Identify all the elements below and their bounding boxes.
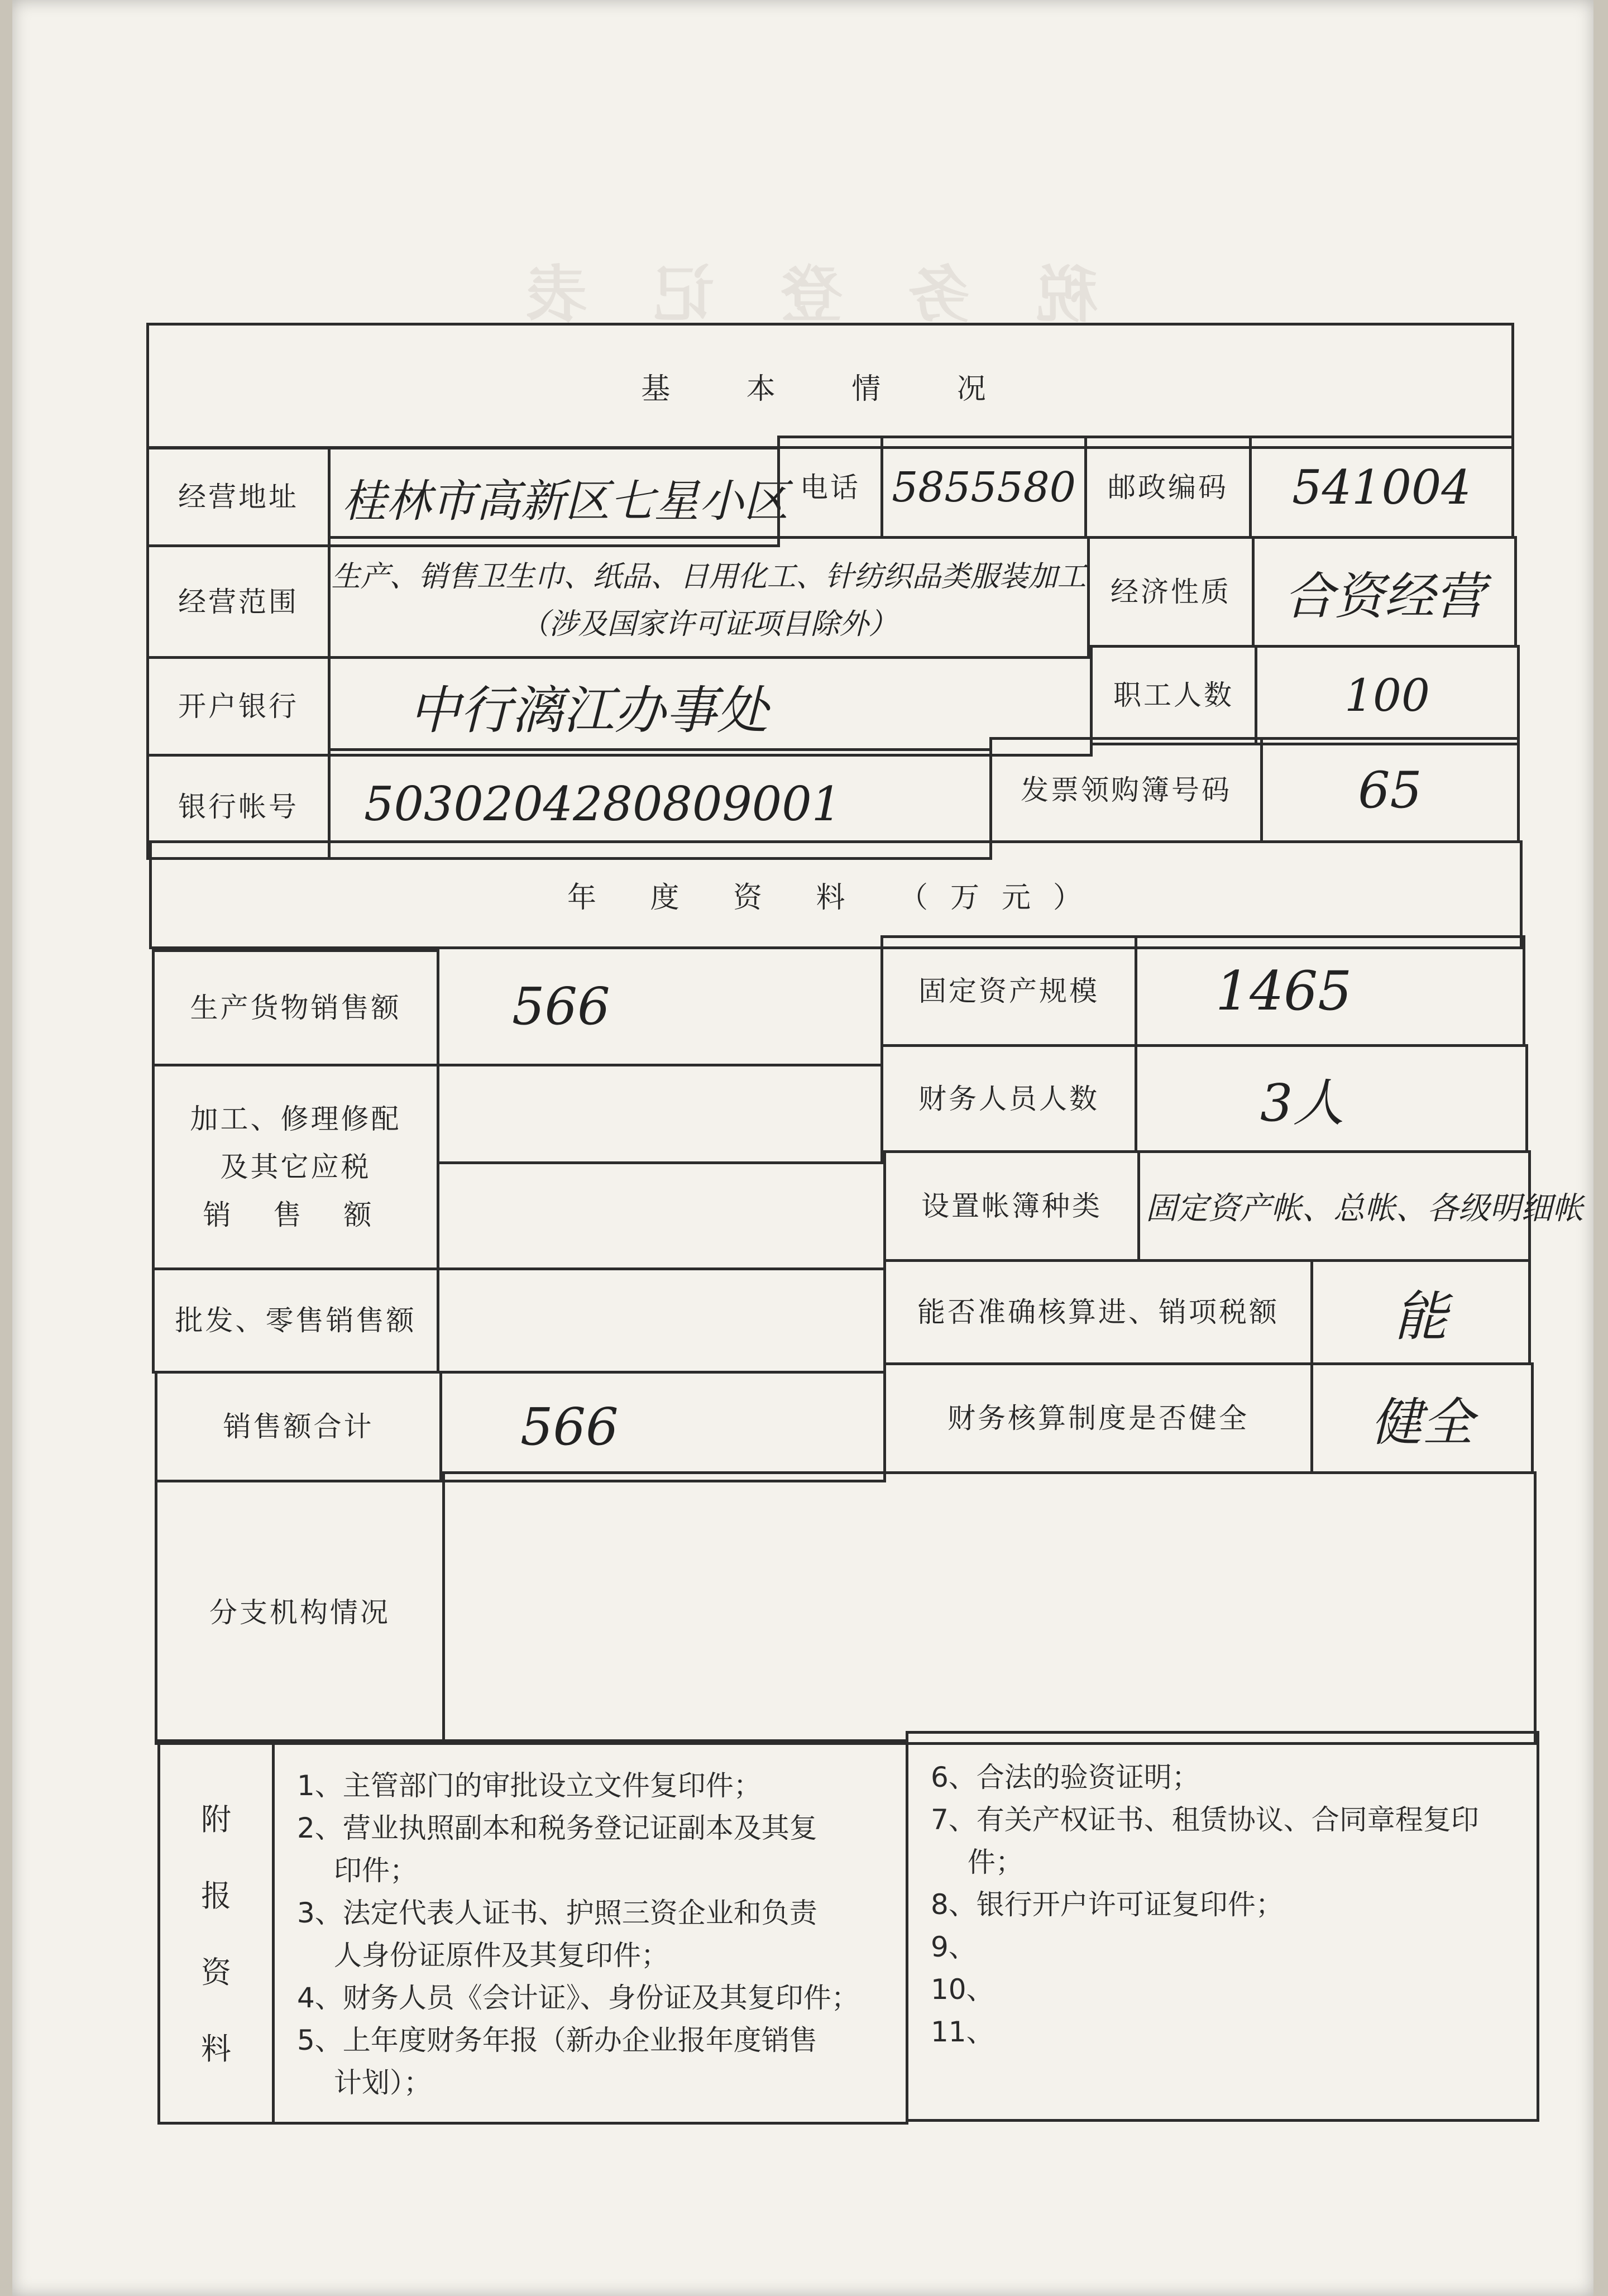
section-basic-header xyxy=(146,323,1514,449)
scope-value-line2: （涉及国家许可证项目除外） xyxy=(520,608,898,641)
processing-value-cell-bottom xyxy=(437,1161,886,1270)
accounting-label-cell xyxy=(883,1362,1313,1474)
finance-staff-value-cell xyxy=(1135,1044,1528,1153)
processing-label-cell xyxy=(152,1064,439,1270)
total-value: 566 xyxy=(520,1396,619,1457)
branch-value-cell xyxy=(442,1471,1537,1745)
nature-value-cell xyxy=(1252,536,1517,648)
scope-value-line1: 生产、销售卫生巾、纸品、日用化工、针纺织品类服装加工 xyxy=(331,560,1087,594)
postcode-value-cell xyxy=(1249,436,1514,539)
tax-calc-value: 能 xyxy=(1394,1285,1448,1348)
accounting-label: 财务核算制度是否健全 xyxy=(947,1402,1249,1434)
fixed-assets-value-cell xyxy=(1135,935,1525,1047)
attachment-item: 2、营业执照副本和税务登记证副本及其复 xyxy=(297,1812,817,1844)
fixed-assets-value: 1465 xyxy=(1215,960,1352,1022)
production-sales-value-cell xyxy=(437,946,883,1066)
bank-value-cell xyxy=(328,656,1093,757)
attachments-right-list xyxy=(906,1731,1539,2122)
finance-staff-label-cell xyxy=(880,1044,1137,1153)
attachment-item: 人身份证原件及其复印件； xyxy=(297,1939,669,1972)
tax-calc-label: 能否准确核算进、销项税额 xyxy=(917,1296,1279,1328)
ledger-value: 固定资产帐、总帐、各级明细帐 xyxy=(1146,1190,1583,1227)
finance-staff-label: 财务人员人数 xyxy=(918,1082,1099,1115)
bank-label-cell xyxy=(146,656,331,757)
phone-label-cell xyxy=(777,436,883,539)
nature-value: 合资经营 xyxy=(1284,567,1485,626)
invoice-label-cell xyxy=(989,737,1263,843)
finance-staff-value: 3人 xyxy=(1260,1073,1344,1133)
section-annual-title: 年 度 资 料 （万元） xyxy=(567,881,1105,915)
attachments-title-char-2: 报 xyxy=(201,1878,231,1914)
attachment-item: 1、主管部门的审批设立文件复印件； xyxy=(297,1769,762,1802)
bank-label: 开户银行 xyxy=(178,690,299,723)
attachment-item: 3、法定代表人证书、护照三资企业和负责 xyxy=(297,1897,817,1929)
wholesale-label-cell xyxy=(152,1267,439,1374)
address-value-cell xyxy=(328,447,788,547)
tax-calc-label-cell xyxy=(883,1259,1313,1365)
attachment-item: 9、 xyxy=(931,1931,977,1963)
wholesale-label: 批发、零售销售额 xyxy=(175,1304,417,1337)
staff-label: 职工人数 xyxy=(1113,679,1234,711)
staff-value: 100 xyxy=(1344,669,1430,721)
scope-label: 经营范围 xyxy=(178,585,299,618)
fixed-assets-label-cell xyxy=(880,935,1137,1047)
bleed-through-text: 税 务 登 记 表 xyxy=(504,259,1098,331)
wholesale-value-cell xyxy=(437,1267,886,1374)
bank-value: 中行漓江办事处 xyxy=(409,681,769,740)
staff-value-cell xyxy=(1255,645,1520,745)
address-value: 桂林市高新区七星小区 xyxy=(342,475,788,527)
phone-label: 电话 xyxy=(800,471,860,504)
fixed-assets-label: 固定资产规模 xyxy=(918,975,1099,1007)
invoice-value-cell xyxy=(1260,737,1520,843)
total-value-cell xyxy=(439,1371,886,1482)
scope-label-cell xyxy=(146,544,331,659)
processing-value-cell-top xyxy=(437,1064,883,1164)
address-label-cell xyxy=(146,447,331,547)
total-label-cell xyxy=(155,1371,442,1482)
section-annual-header xyxy=(149,840,1523,949)
invoice-label: 发票领购簿号码 xyxy=(1021,774,1232,806)
branch-label: 分支机构情况 xyxy=(209,1596,390,1629)
attachments-left-list xyxy=(272,1739,908,2125)
attachment-item: 5、上年度财务年报（新办企业报年度销售 xyxy=(297,2024,817,2056)
total-label: 销售额合计 xyxy=(223,1410,374,1443)
scope-value-cell xyxy=(328,536,1090,659)
account-label: 银行帐号 xyxy=(178,791,299,823)
phone-value-cell xyxy=(880,436,1087,539)
form-paper xyxy=(12,0,1593,2296)
staff-label-cell xyxy=(1090,645,1257,745)
attachment-item: 11、 xyxy=(931,2016,994,2048)
attachment-item: 7、有关产权证书、租赁协议、合同章程复印 xyxy=(931,1804,1479,1836)
attachment-item: 件； xyxy=(931,1846,1023,1878)
address-label: 经营地址 xyxy=(178,481,299,513)
section-basic-title: 基 本 情 况 xyxy=(641,372,1020,406)
attachments-title-char-3: 资 xyxy=(201,1955,231,1990)
attachment-item: 4、财务人员《会计证》、身份证及其复印件； xyxy=(297,1982,859,2014)
attachment-item: 6、合法的验资证明； xyxy=(931,1761,1200,1793)
attachments-title-char-1: 附 xyxy=(201,1802,231,1837)
attachment-item: 印件； xyxy=(297,1854,418,1887)
attachments-title-cell xyxy=(157,1739,275,2125)
ledger-label: 设置帐簿种类 xyxy=(921,1190,1102,1222)
accounting-value-cell xyxy=(1310,1362,1534,1474)
ledger-label-cell xyxy=(883,1150,1140,1262)
processing-label-line2: 及其它应税 xyxy=(220,1151,371,1183)
accounting-value: 健全 xyxy=(1370,1393,1473,1452)
phone-value: 5855580 xyxy=(892,463,1076,511)
branch-label-cell xyxy=(155,1480,445,1745)
attachment-item: 10、 xyxy=(931,1973,994,2006)
postcode-label-cell xyxy=(1084,436,1252,539)
production-sales-label: 生产货物销售额 xyxy=(190,992,401,1024)
postcode-value: 541004 xyxy=(1292,460,1471,515)
production-sales-value: 566 xyxy=(512,977,610,1036)
invoice-value: 65 xyxy=(1358,760,1422,820)
production-sales-label-cell xyxy=(152,949,439,1066)
nature-label: 经济性质 xyxy=(1111,576,1231,608)
processing-label-line1: 加工、修理修配 xyxy=(190,1103,401,1135)
postcode-label: 邮政编码 xyxy=(1108,471,1228,504)
nature-label-cell xyxy=(1087,536,1255,648)
attachment-item: 8、银行开户许可证复印件； xyxy=(931,1888,1284,1921)
ledger-value-cell xyxy=(1137,1150,1583,1262)
attachment-item: 计划）； xyxy=(297,2067,432,2099)
tax-calc-value-cell xyxy=(1310,1259,1531,1365)
account-value: 5030204280809001 xyxy=(364,777,842,831)
processing-label-line3: 销 售 额 xyxy=(203,1199,389,1231)
attachments-title-char-4: 料 xyxy=(201,2031,231,2067)
